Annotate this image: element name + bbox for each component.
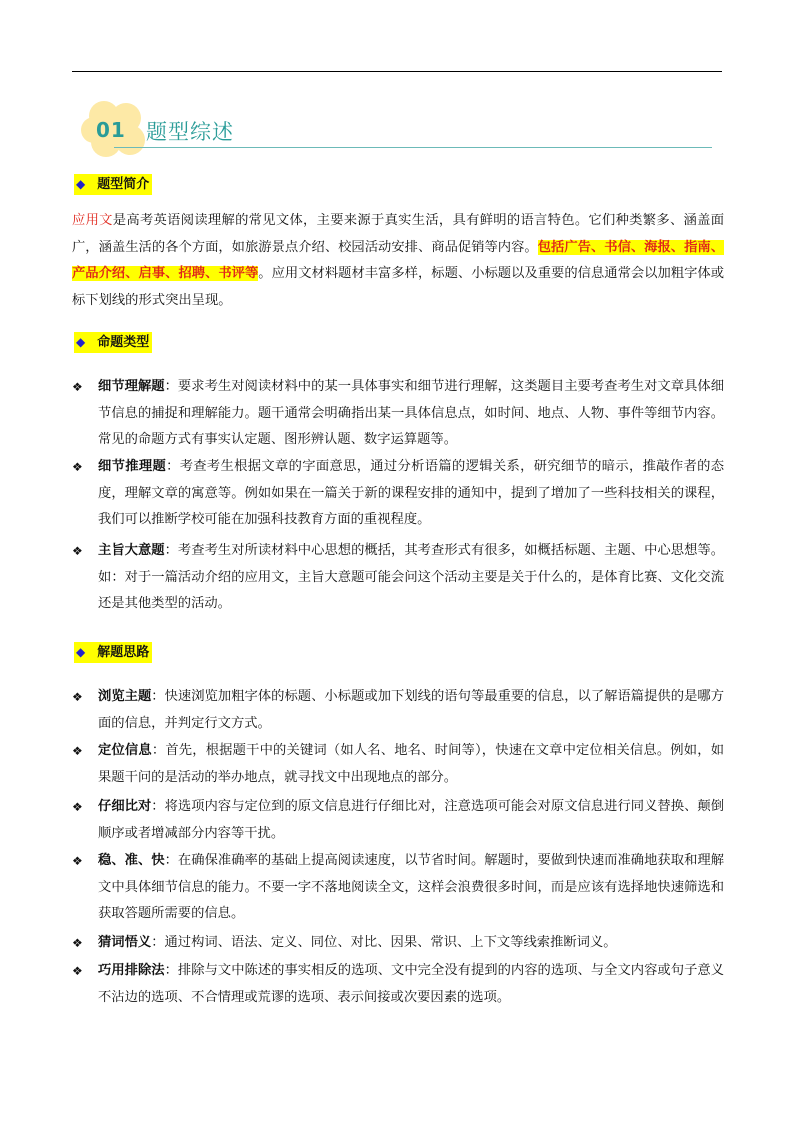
diamond-icon: ◆ xyxy=(76,177,86,191)
list-item: ❖ 浏览主题：快速浏览加粗字体的标题、小标题或加下划线的语句等最重要的信息，以了解语篇提供的是哪方面的信息，并判定行文方式。 xyxy=(72,684,724,737)
overview-text-1: 是高考英语阅读理解的常见文体，主要来源于真实生活，具有鲜明的语言特色。它们种类繁多、涵盖面广，涵盖生活的各个方面，如旅游景点介绍、校园活动安排、商品促销等内容。 xyxy=(72,213,725,255)
four-diamond-bullet-icon: ❖ xyxy=(72,690,83,704)
four-diamond-bullet-icon: ❖ xyxy=(72,380,83,394)
four-diamond-bullet-icon: ❖ xyxy=(72,854,83,868)
overview-highlight: 包括广告、书信、海报、指南、产品介绍、启事、招聘、书评等 xyxy=(72,239,725,281)
list-item: ❖ 稳、准、快：在确保准确率的基础上提高阅读速度，以节省时间。解题时，要做到快速而准确地获取和理解文中具体细节信息的能力。不要一字不落地阅读全文，这样会浪费很多时间，而是应该有选择地快速筛选和获取答题所需要的信息。 xyxy=(72,848,724,928)
diamond-icon: ◆ xyxy=(76,645,86,659)
list-item: ❖ 巧用排除法：排除与文中陈述的事实相反的选项、文中完全没有提到的内容的选项、与全文内容或句子意义不沾边的选项、不合情理或荒谬的选项、表示间接或次要因素的选项。 xyxy=(72,958,724,1011)
section-header xyxy=(80,100,720,160)
list-item: ❖ 主旨大意题：考查考生对所读材料中心思想的概括，其考查形式有很多，如概括标题、主题、中心思想等。如：对于一篇活动介绍的应用文，主旨大意题可能会问这个活动主要是关于什么的，是体育比赛、文化交流还是其他类型的活动。 xyxy=(72,538,724,618)
approach-heading: ◆ 解题思路 xyxy=(74,642,152,663)
header-rule xyxy=(72,71,722,72)
four-diamond-bullet-icon: ❖ xyxy=(72,936,83,950)
four-diamond-bullet-icon: ❖ xyxy=(72,964,83,978)
overview-text-2: 。应用文材料题材丰富多样，标题、小标题以及重要的信息通常会以加粗字体或标下划线的形式突出呈现。 xyxy=(72,266,725,308)
diamond-icon: ◆ xyxy=(76,335,86,349)
list-item: ❖ 细节理解题：要求考生对阅读材料中的某一具体事实和细节进行理解，这类题目主要考查考生对文章具体细节信息的捕捉和理解能力。题干通常会明确指出某一具体信息点，如时间、地点、人物、事件等细节内容。常见的命题方式有事实认定题、图形辨认题、数字运算题等。 xyxy=(72,374,724,454)
overview-lead: 应用文 xyxy=(72,213,113,228)
overview-heading: ◆ 题型简介 xyxy=(74,174,152,195)
types-heading: ◆ 命题类型 xyxy=(74,332,152,353)
overview-paragraph xyxy=(72,208,724,314)
list-item: ❖ 细节推理题：考查考生根据文章的字面意思，通过分析语篇的逻辑关系，研究细节的暗示，推敲作者的态度，理解文章的寓意等。例如如果在一篇关于新的课程安排的通知中，提到了增加了一些科技相关的课程，我们可以推断学校可能在加强科技教育方面的重视程度。 xyxy=(72,454,724,534)
four-diamond-bullet-icon: ❖ xyxy=(72,800,83,814)
four-diamond-bullet-icon: ❖ xyxy=(72,744,83,758)
section-number: 01 xyxy=(96,118,126,142)
list-item: ❖ 定位信息：首先，根据题干中的关键词（如人名、地名、时间等），快速在文章中定位相关信息。例如，如果题干问的是活动的举办地点，就寻找文中出现地点的部分。 xyxy=(72,738,724,791)
list-item: ❖ 仔细比对：将选项内容与定位到的原文信息进行仔细比对，注意选项可能会对原文信息进行同义替换、颠倒顺序或者增减部分内容等干扰。 xyxy=(72,794,724,847)
four-diamond-bullet-icon: ❖ xyxy=(72,544,83,558)
four-diamond-bullet-icon: ❖ xyxy=(72,460,83,474)
section-underline xyxy=(114,147,712,148)
section-title: 题型综述 xyxy=(146,120,234,144)
list-item: ❖ 猜词悟义：通过构词、语法、定义、同位、对比、因果、常识、上下文等线索推断词义。 xyxy=(72,930,724,957)
